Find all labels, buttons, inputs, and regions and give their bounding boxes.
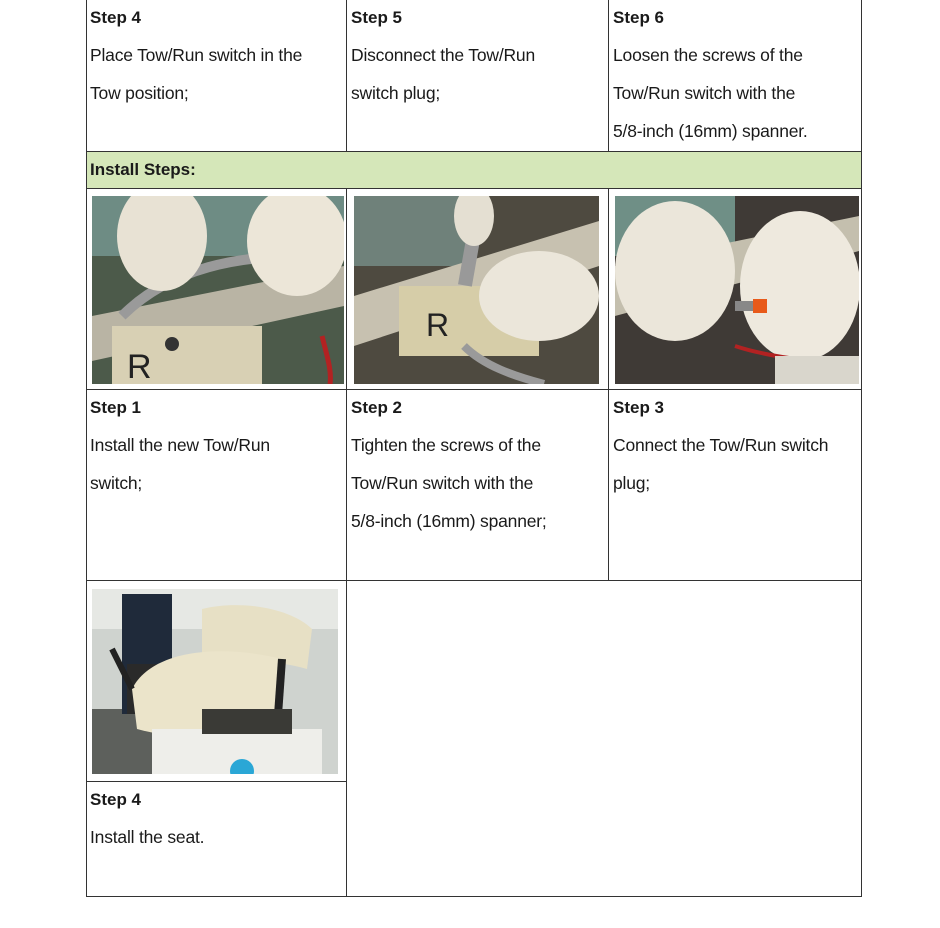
photo-connect-plug — [615, 196, 859, 384]
step-title: Step 3 — [613, 398, 665, 417]
divider-row-header-top — [86, 151, 862, 152]
step-text — [351, 426, 604, 540]
install-step-4-cell — [86, 782, 346, 896]
divider-row-seat — [86, 781, 347, 782]
step-title: Step 1 — [90, 398, 142, 417]
remove-step-5-cell — [347, 0, 608, 152]
step-text — [613, 426, 858, 502]
border-bottom — [86, 896, 862, 897]
border-right — [861, 0, 862, 896]
step-title: Step 4 — [90, 8, 142, 27]
step-text-line: 5/8-inch (16mm) spanner. — [613, 121, 808, 141]
step-title: Step 2 — [351, 398, 403, 417]
divider-col-2-lower — [608, 188, 609, 580]
step-text-line: Loosen the screws of the — [613, 45, 803, 65]
step-text — [613, 36, 858, 150]
step-text-line: Install the new Tow/Run — [90, 435, 270, 455]
photo-tighten-screws — [354, 196, 599, 384]
step-text-line: Connect the Tow/Run switch — [613, 435, 829, 455]
step-text — [90, 36, 342, 112]
step-text — [90, 426, 342, 502]
step-text-line: switch plug; — [351, 83, 441, 103]
svg-text:R: R — [127, 348, 152, 384]
step-text — [90, 818, 342, 856]
step-text — [351, 36, 604, 112]
step-text-line: plug; — [613, 473, 650, 493]
remove-step-6-cell — [609, 0, 862, 152]
install-steps-header: Install Steps: — [86, 152, 862, 188]
install-step-2-cell — [347, 390, 608, 580]
step-title: Step 6 — [613, 8, 665, 27]
divider-col-2 — [608, 0, 609, 152]
photo-install-switch — [92, 196, 344, 384]
svg-text:R: R — [426, 307, 450, 343]
step-text-line: Install the seat. — [90, 827, 205, 847]
photo-install-seat — [92, 589, 338, 774]
install-step-1-cell — [86, 390, 346, 580]
step-title: Step 5 — [351, 8, 403, 27]
divider-col-1-lower — [346, 188, 347, 896]
step-text-line: switch; — [90, 473, 143, 493]
instruction-table — [86, 0, 862, 896]
divider-col-1 — [346, 0, 347, 152]
border-left — [86, 0, 87, 896]
install-step-3-cell — [609, 390, 862, 580]
divider-row-photos — [86, 389, 862, 390]
step-text-line: Tighten the screws of the — [351, 435, 541, 455]
remove-step-4-cell — [86, 0, 346, 152]
step-text-line: Disconnect the Tow/Run — [351, 45, 535, 65]
step-text-line: 5/8-inch (16mm) spanner; — [351, 511, 547, 531]
step-text-line: Tow/Run switch with the — [613, 83, 796, 103]
step-text-line: Tow/Run switch with the — [351, 473, 534, 493]
step-text-line: Place Tow/Run switch in the — [90, 45, 303, 65]
step-title: Step 4 — [90, 790, 142, 809]
divider-row-header-bottom — [86, 188, 862, 189]
step-text-line: Tow position; — [90, 83, 189, 103]
divider-row-steps — [86, 580, 862, 581]
